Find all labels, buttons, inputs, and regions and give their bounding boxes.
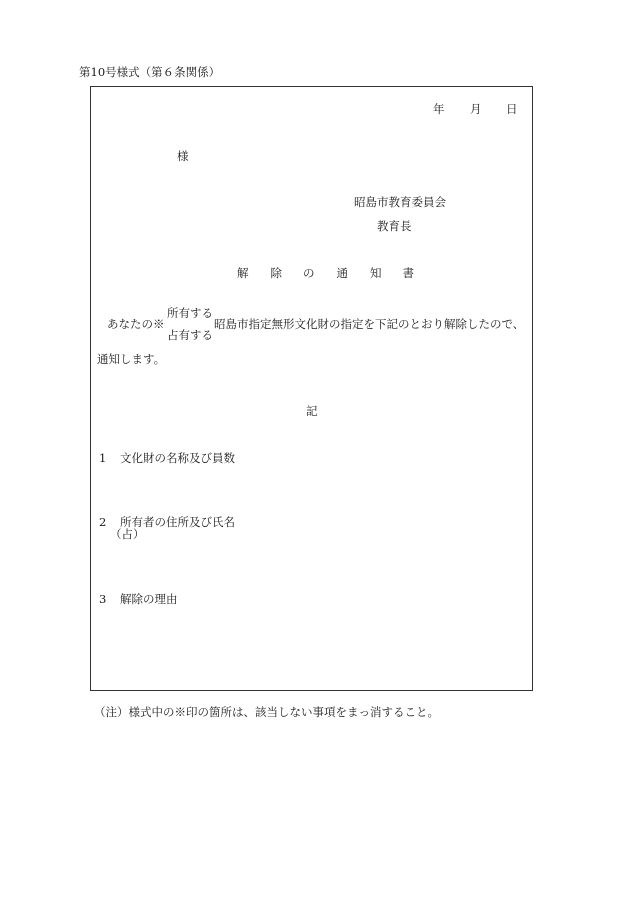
document-title-char: 書	[402, 266, 414, 280]
item2-label: 所有者の住所及び氏名	[120, 515, 235, 529]
body-main-text: 昭島市指定無形文化財の指定を下記のとおり解除したので、	[214, 317, 525, 331]
record-heading: 記	[306, 404, 318, 418]
footnote: （注）様式中の※印の箇所は、該当しない事項をまっ消すること。	[94, 705, 439, 719]
date-day-label: 日	[506, 102, 518, 116]
issuer-organization: 昭島市教育委員会	[354, 195, 446, 209]
item1-number: 1	[99, 451, 107, 465]
date-year-label: 年	[433, 102, 445, 116]
addressee-suffix: 様	[177, 149, 189, 163]
item2-note: （占）	[110, 527, 145, 541]
item3-label: 解除の理由	[120, 592, 178, 606]
issuer-title: 教育長	[377, 219, 412, 233]
document-title-char: 知	[370, 266, 382, 280]
item1-label: 文化財の名称及び員数	[120, 451, 235, 465]
document-title-char: 通	[336, 266, 348, 280]
option-owned: 所有する	[167, 306, 213, 320]
body-prefix: あなたの※	[107, 317, 165, 331]
item2-number: 2	[99, 515, 107, 529]
document-title-char: の	[303, 266, 315, 280]
date-month-label: 月	[470, 102, 482, 116]
item3-number: 3	[99, 592, 107, 606]
document-title-char: 除	[270, 266, 282, 280]
option-occupied: 占有する	[167, 328, 213, 342]
document-title-char: 解	[237, 266, 249, 280]
document-title	[237, 268, 414, 280]
form-number: 第10号様式（第６条関係）	[79, 65, 221, 79]
body-continuation: 通知します。	[97, 352, 166, 366]
